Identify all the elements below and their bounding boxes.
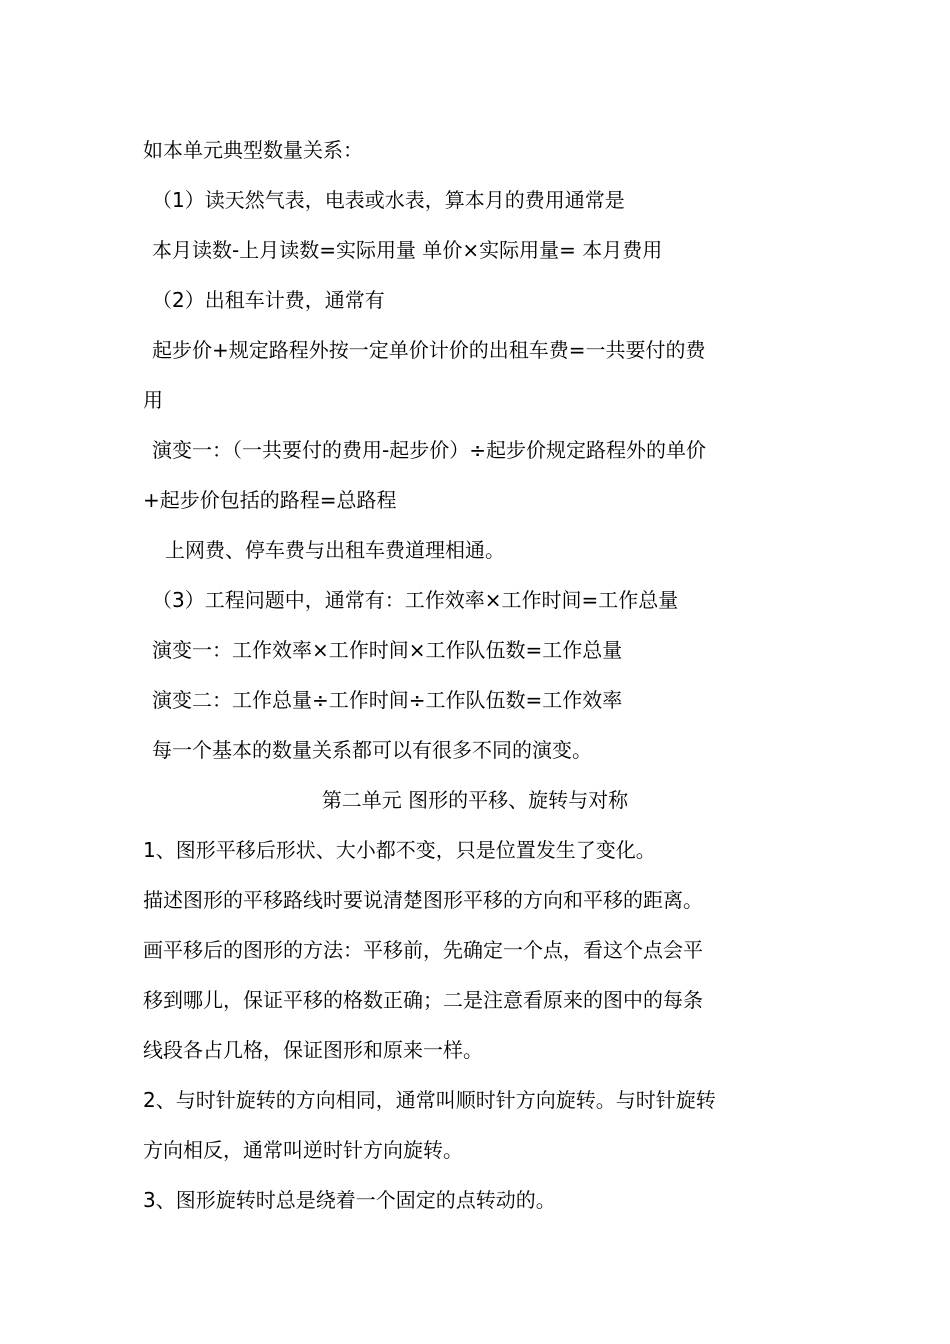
item-2-formula: 起步价+规定路程外按一定单价计价的出租车费=一共要付的费 (152, 338, 706, 362)
item-3-heading: （3）工程问题中，通常有：工作效率×工作时间=工作总量 (152, 588, 679, 612)
point-2-cont: 方向相反，通常叫逆时针方向旋转。 (143, 1138, 463, 1162)
item-2-formula-cont: 用 (143, 388, 163, 412)
point-1-method-cont: 移到哪儿，保证平移的格数正确；二是注意看原来的图中的每条 (143, 988, 703, 1012)
point-3: 3、图形旋转时总是绕着一个固定的点转动的。 (143, 1188, 556, 1212)
item-1-heading: （1）读天然气表，电表或水表，算本月的费用通常是 (152, 188, 625, 212)
item-2-variant-1: 演变一：（一共要付的费用-起步价）÷起步价规定路程外的单价 (152, 438, 706, 462)
item-3-variant-2: 演变二：工作总量÷工作时间÷工作队伍数=工作效率 (152, 688, 623, 712)
point-1-method-end: 线段各占几格，保证图形和原来一样。 (143, 1038, 483, 1062)
summary-line: 每一个基本的数量关系都可以有很多不同的演变。 (152, 738, 592, 762)
section-title: 第二单元 图形的平移、旋转与对称 (321, 788, 629, 812)
intro-line: 如本单元典型数量关系： (143, 138, 363, 162)
item-2-note: 上网费、停车费与出租车费道理相通。 (165, 538, 505, 562)
item-2-heading: （2）出租车计费，通常有 (152, 288, 385, 312)
item-1-formula: 本月读数-上月读数=实际用量 单价×实际用量= 本月费用 (152, 238, 663, 262)
point-1-detail: 描述图形的平移路线时要说清楚图形平移的方向和平移的距离。 (143, 888, 703, 912)
point-1: 1、图形平移后形状、大小都不变，只是位置发生了变化。 (143, 838, 656, 862)
point-1-method: 画平移后的图形的方法：平移前，先确定一个点，看这个点会平 (143, 938, 703, 962)
point-2: 2、与时针旋转的方向相同，通常叫顺时针方向旋转。与时针旋转 (143, 1088, 716, 1112)
item-2-variant-1-cont: +起步价包括的路程=总路程 (143, 488, 397, 512)
item-3-variant-1: 演变一：工作效率×工作时间×工作队伍数=工作总量 (152, 638, 623, 662)
